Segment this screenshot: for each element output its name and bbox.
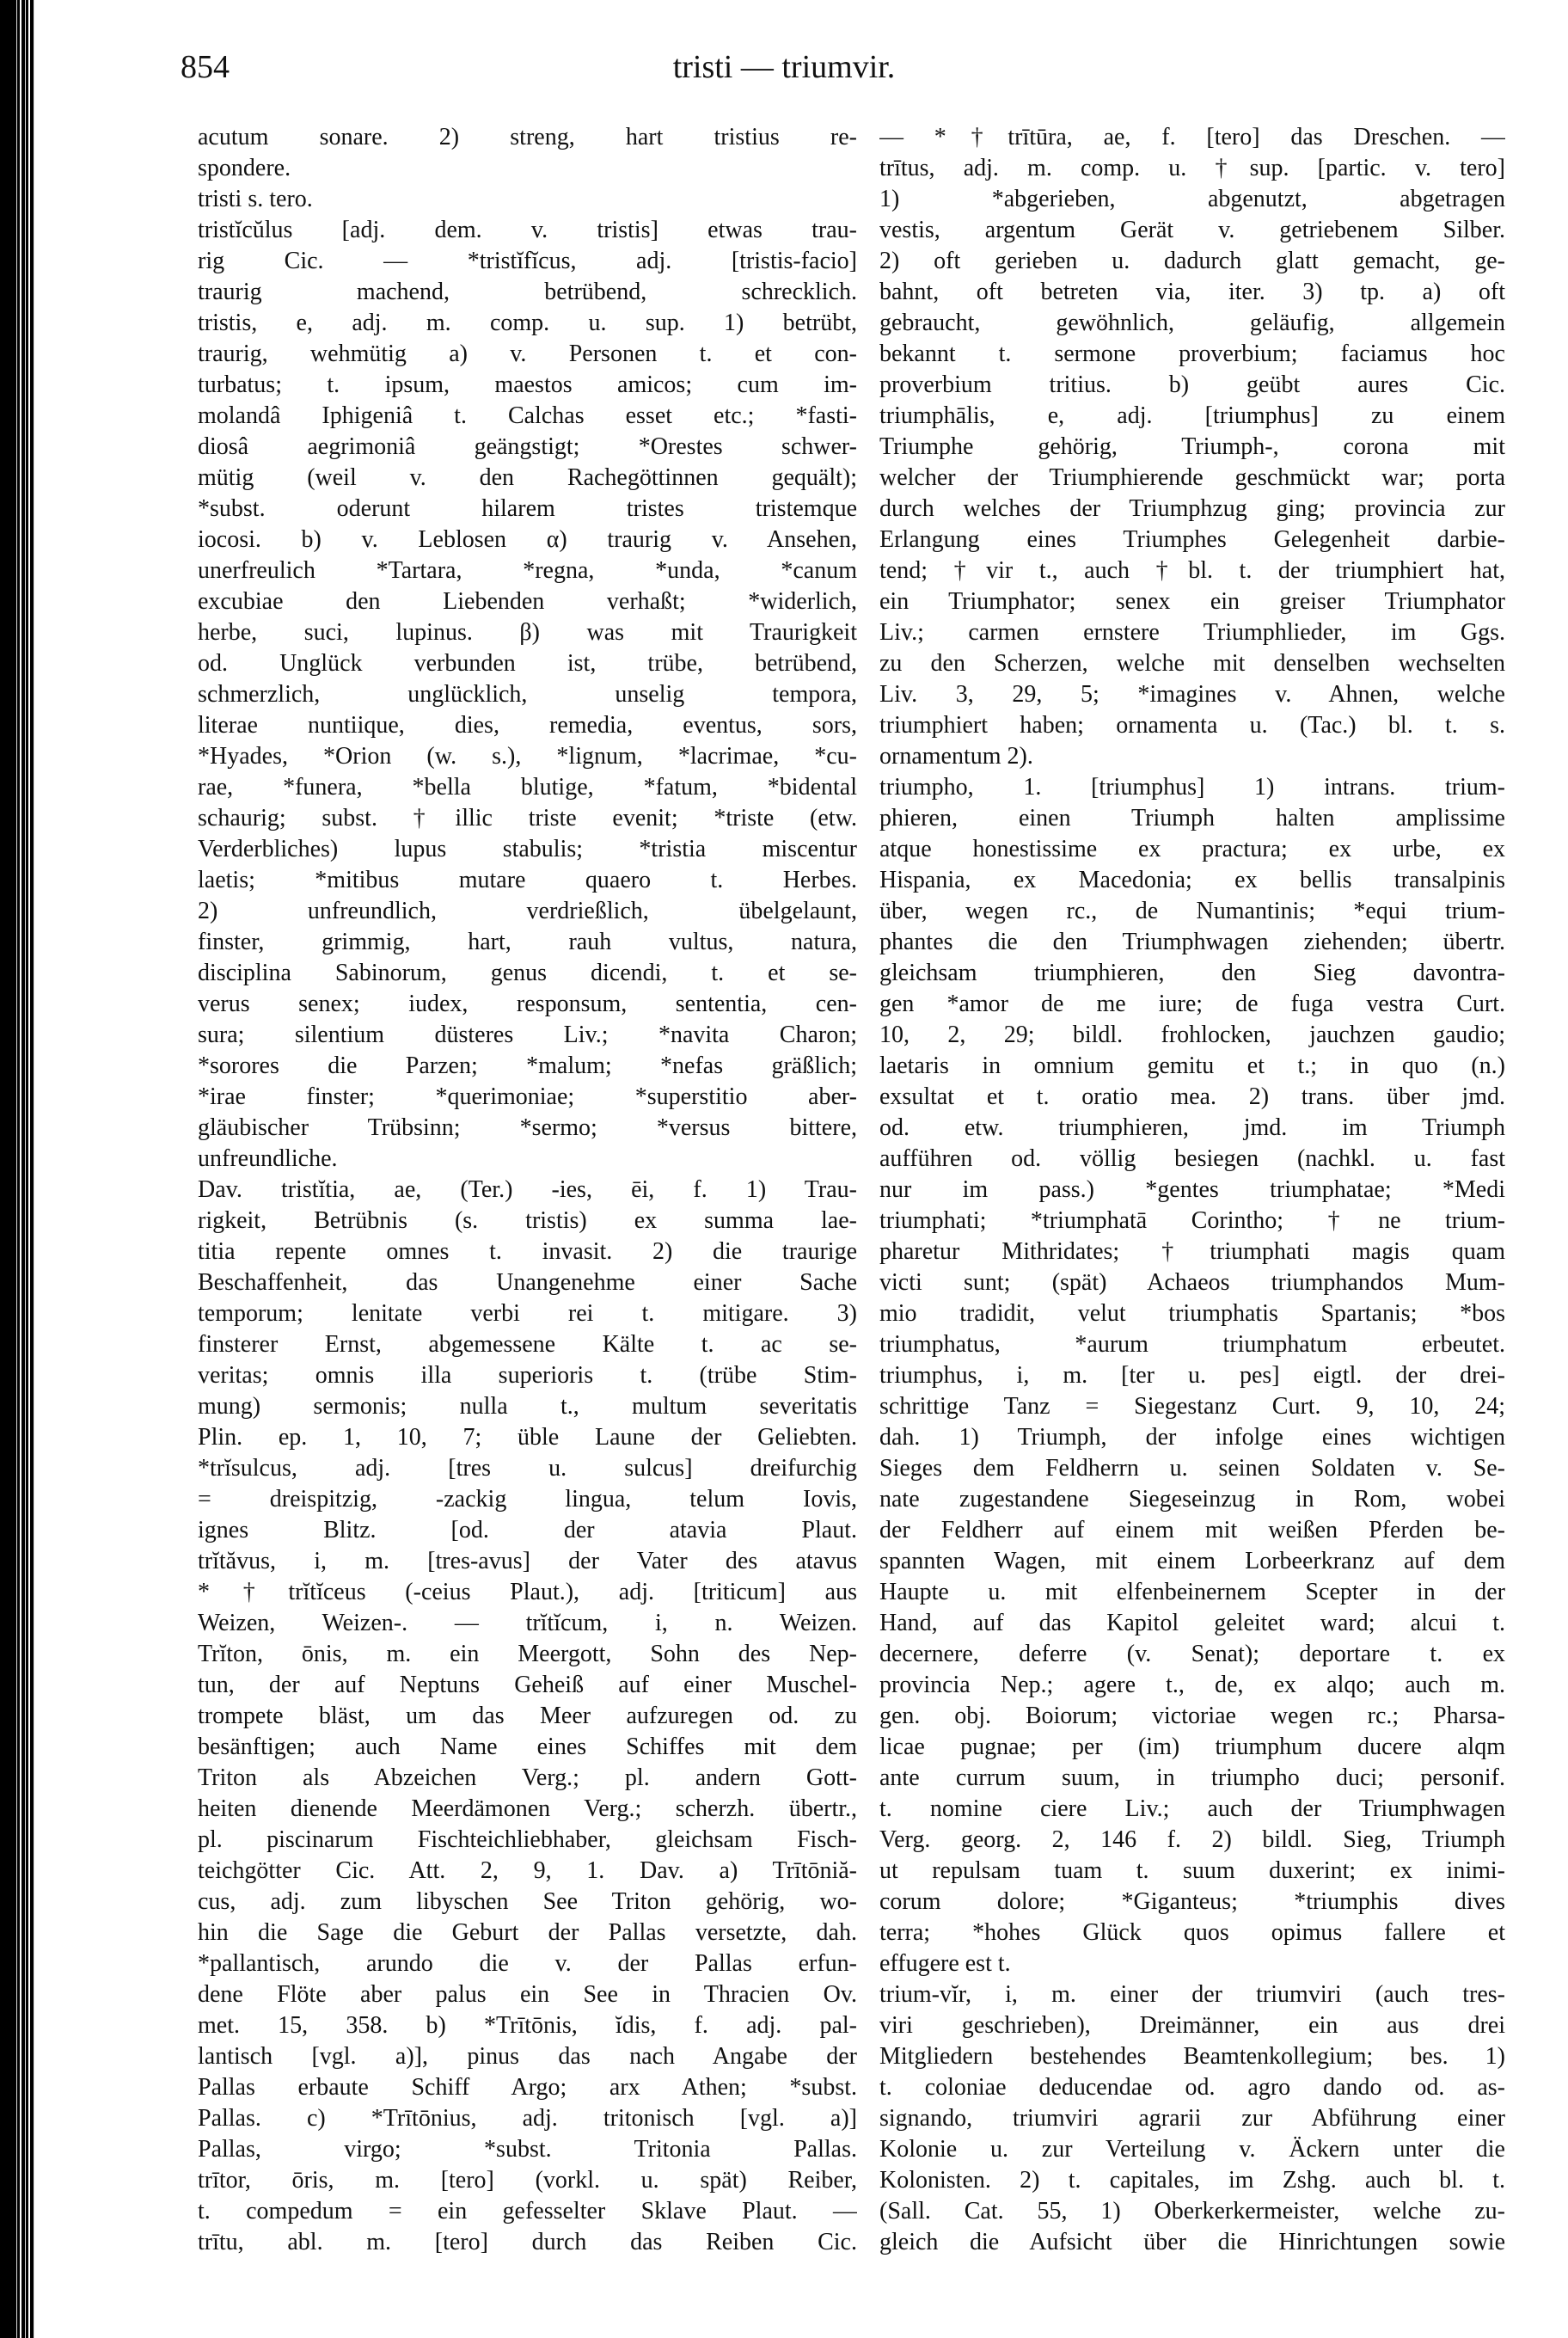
right-column [879, 122, 1505, 2258]
text-line: unerfreulich *Tartara, *regna, *unda, *canum [198, 557, 857, 584]
text-line: schrittige Tanz = Siegestanz Curt. 9, 10, 24; [879, 1393, 1505, 1420]
text-line: terra; *hohes Glück quos opimus fallere et [879, 1919, 1505, 1946]
text-line: ut repulsam tuam t. suum duxerint; ex inimi- [879, 1857, 1505, 1884]
text-line: unfreundliche. [198, 1145, 338, 1172]
text-line: exsultat et t. oratio mea. 2) trans. über jmd. [879, 1083, 1505, 1110]
text-line: diosâ aegrimoniâ geängstigt; *Orestes schwer- [198, 433, 857, 460]
text-line: *sorores die Parzen; *malum; *nefas gräßlich; [198, 1052, 857, 1079]
text-line: durch welches der Triumphzug ging; provincia zur [879, 495, 1505, 522]
text-line: proverbium tritius. b) geübt aures Cic. [879, 371, 1505, 398]
text-line: traurig machend, betrübend, schrecklich. [198, 279, 857, 305]
text-line: trītu, abl. m. [tero] durch das Reiben Cic. [198, 2229, 857, 2255]
text-line: über, wegen rc., de Numantinis; *equi trium- [879, 898, 1505, 924]
text-line: tun, der auf Neptuns Geheiß auf einer Muschel- [198, 1672, 857, 1698]
text-line: t. nomine ciere Liv.; auch der Triumphwagen [879, 1795, 1505, 1822]
text-line: Liv.; carmen ernstere Triumphlieder, im Ggs. [879, 619, 1505, 646]
text-line: bahnt, oft betreten via, iter. 3) tp. a) oft [879, 279, 1505, 305]
text-line: Sieges dem Feldherrn u. seinen Soldaten v. Se- [879, 1455, 1505, 1482]
text-line: nate zugestandene Siegeseinzug in Rom, wobei [879, 1486, 1505, 1513]
text-line: od. etw. triumphieren, jmd. im Triumph [879, 1114, 1505, 1141]
text-line: Pallas erbaute Schiff Argo; arx Athen; *subst. [198, 2074, 857, 2101]
text-line: Beschaffenheit, das Unangenehme einer Sache [198, 1269, 857, 1296]
text-line: herbe, suci, lupinus. β) was mit Traurigkeit [198, 619, 857, 646]
text-line: hin die Sage die Geburt der Pallas versetzte, dah. [198, 1919, 857, 1946]
text-line: triumphati; *triumphatā Corintho; †ne trium- [879, 1207, 1505, 1234]
text-line: triumphatus, *aurum triumphatum erbeutet. [879, 1331, 1505, 1358]
text-line: ignes Blitz. [od. der atavia Plaut. [198, 1517, 857, 1543]
text-line: Triton als Abzeichen Verg.; pl. andern Gott- [198, 1764, 857, 1791]
text-line: tend; †vir t., auch †bl. t. der triumphiert hat, [879, 557, 1505, 584]
text-line: mung) sermonis; nulla t., multum severitatis [198, 1393, 857, 1420]
text-line: *Hyades, *Orion (w. s.), *lignum, *lacrimae, *cu- [198, 743, 857, 770]
text-line: gebraucht, gewöhnlich, geläufig, allgemein [879, 310, 1505, 336]
text-line: t. compedum = ein gefesselter Sklave Plaut. — [198, 2198, 857, 2224]
text-line: cus, adj. zum libyschen See Triton gehörig, wo- [198, 1888, 857, 1915]
text-line: veritas; omnis illa superioris t. (trübe Stim- [198, 1362, 857, 1389]
text-line: schaurig; subst. †illic triste evenit; *triste (etw. [198, 805, 857, 831]
text-line: licae pugnae; per (im) triumphum ducere alqm [879, 1734, 1505, 1760]
text-line: welcher der Triumphierende geschmückt war; porta [879, 464, 1505, 491]
text-line: lantisch [vgl. a)], pinus das nach Angabe der [198, 2043, 857, 2070]
text-line: der Feldherr auf einem mit weißen Pferden be- [879, 1517, 1505, 1543]
text-line: literae nuntiique, dies, remedia, eventus, sors, [198, 712, 857, 739]
text-line: decernere, deferre (v. Senat); deportare t. ex [879, 1641, 1505, 1667]
text-line: schmerzlich, unglücklich, unselig tempora, [198, 681, 857, 708]
text-line: iocosi. b) v. Leblosen α) traurig v. Ansehen, [198, 526, 857, 553]
text-line: (Sall. Cat. 55, 1) Oberkerkermeister, welche zu- [879, 2198, 1505, 2224]
text-line: ornamentum 2). [879, 743, 1033, 770]
text-line: triumphālis, e, adj. [triumphus] zu einem [879, 402, 1505, 429]
text-line: — *†trītūra, ae, f. [tero] das Dreschen. — [879, 124, 1505, 150]
text-line: Trĭton, ōnis, m. ein Meergott, Sohn des Nep- [198, 1641, 857, 1667]
text-line: rigkeit, Betrübnis (s. tristis) ex summa lae- [198, 1207, 857, 1234]
text-line: *subst. oderunt hilarem tristes tristemque [198, 495, 857, 522]
text-line: tristis, e, adj. m. comp. u. sup. 1) betrübt, [198, 310, 857, 336]
text-line: met. 15, 358. b) *Trītōnis, ĭdis, f. adj. pal- [198, 2012, 857, 2039]
text-line: mütig (weil v. den Rachegöttinnen gequält); [198, 464, 857, 491]
text-line: trītor, ōris, m. [tero] (vorkl. u. spät) Reiber, [198, 2167, 857, 2194]
text-line: 1) *abgerieben, abgenutzt, abgetragen [879, 186, 1505, 212]
text-line: Erlangung eines Triumphes Gelegenheit darbie- [879, 526, 1505, 553]
text-line: phantes die den Triumphwagen ziehenden; übertr. [879, 929, 1505, 955]
text-line: *†trĭtĭceus (-ceius Plaut.), adj. [triticum] aus [198, 1579, 857, 1605]
text-line: Verg. georg. 2, 146 f. 2) bildl. Sieg, Triumph [879, 1826, 1505, 1853]
text-line: laetaris in omnium gemitu et t.; in quo (n.) [879, 1052, 1505, 1079]
text-line: Verderbliches) lupus stabulis; *tristia miscentur [198, 836, 857, 862]
text-line: dah. 1) Triumph, der infolge eines wichtigen [879, 1424, 1505, 1451]
page-number: 854 [181, 49, 230, 85]
text-line: triumphus, i, m. [ter u. pes] eigtl. der drei- [879, 1362, 1505, 1389]
text-line: temporum; lenitate verbi rei t. mitigare. 3) [198, 1300, 857, 1327]
left-column [198, 122, 857, 2258]
text-line: signando, triumviri agrarii zur Abführung einer [879, 2105, 1505, 2132]
text-line: finsterer Ernst, abgemessene Kälte t. ac se- [198, 1331, 857, 1358]
text-line: trītus, adj. m. comp. u. †sup. [partic. v. tero] [879, 155, 1505, 181]
text-line: od. Unglück verbunden ist, trübe, betrübend, [198, 650, 857, 677]
text-line: *trĭsulcus, adj. [tres u. sulcus] dreifurchig [198, 1455, 857, 1482]
text-line: teichgötter Cic. Att. 2, 9, 1. Dav. a) Trītōniă- [198, 1857, 857, 1884]
text-line: nur im pass.) *gentes triumphatae; *Medi [879, 1176, 1505, 1203]
text-line: excubiae den Liebenden verhaßt; *widerlich, [198, 588, 857, 615]
text-line: rig Cic. — *tristĭfĭcus, adj. [tristis-facio] [198, 248, 857, 274]
text-line: Hispania, ex Macedonia; ex bellis transalpinis [879, 867, 1505, 893]
text-line: spondere. [198, 155, 291, 181]
text-line: pl. piscinarum Fischteichliebhaber, gleichsam Fisch- [198, 1826, 857, 1853]
text-line: rae, *funera, *bella blutige, *fatum, *bidental [198, 774, 857, 801]
text-line: victi sunt; (spät) Achaeos triumphandos Mum- [879, 1269, 1505, 1296]
text-line: Liv. 3, 29, 5; *imagines v. Ahnen, welche [879, 681, 1505, 708]
text-line: t. coloniae deducendae od. agro dando od. as- [879, 2074, 1505, 2101]
text-line: 10, 2, 29; bildl. frohlocken, jauchzen gaudio; [879, 1022, 1505, 1048]
text-line: Pallas. c) *Trītōnius, adj. tritonisch [vgl. a)] [198, 2105, 857, 2132]
text-line: Kolonie u. zur Verteilung v. Äckern unter die [879, 2136, 1505, 2163]
text-line: pharetur Mithridates; †triumphati magis quam [879, 1238, 1505, 1265]
text-line: viri geschrieben), Dreimänner, ein aus drei [879, 2012, 1505, 2039]
text-line: Hand, auf das Kapitol geleitet ward; alcui t. [879, 1610, 1505, 1636]
running-title: tristi — triumvir. [672, 49, 896, 85]
text-line: Triumphe gehörig, Triumph-, corona mit [879, 433, 1505, 460]
text-line: traurig, wehmütig a) v. Personen t. et con- [198, 341, 857, 367]
text-line: *irae finster; *querimoniae; *superstitio aber- [198, 1083, 857, 1110]
text-line: sura; silentium düsteres Liv.; *navita Charon; [198, 1022, 857, 1048]
text-line: zu den Scherzen, welche mit denselben wechselten [879, 650, 1505, 677]
text-line: spannten Wagen, mit einem Lorbeerkranz auf dem [879, 1548, 1505, 1574]
text-line: gen *amor de me iure; de fuga vestra Curt. [879, 991, 1505, 1017]
text-line: trompete bläst, um das Meer aufzuregen od. zu [198, 1703, 857, 1729]
text-line: mio tradidit, velut triumphatis Spartanis; *bos [879, 1300, 1505, 1327]
text-line: triumphiert haben; ornamenta u. (Tac.) bl. t. s. [879, 712, 1505, 739]
text-line: Kolonisten. 2) t. capitales, im Zshg. auch bl. t. [879, 2167, 1505, 2194]
text-line: vestis, argentum Gerät v. getriebenem Silber. [879, 217, 1505, 243]
text-line: bekannt t. sermone proverbium; faciamus hoc [879, 341, 1505, 367]
text-line: 2) oft gerieben u. dadurch glatt gemacht, ge- [879, 248, 1505, 274]
text-line: Plin. ep. 1, 10, 7; üble Laune der Geliebten. [198, 1424, 857, 1451]
text-line: finster, grimmig, hart, rauh vultus, natura, [198, 929, 857, 955]
text-line: effugere est t. [879, 1950, 1011, 1977]
text-line: gleichsam triumphieren, den Sieg davontra- [879, 960, 1505, 986]
text-line: tristĭcŭlus [adj. dem. v. tristis] etwas trau- [198, 217, 857, 243]
text-line: provincia Nep.; agere t., de, ex alqo; auch m. [879, 1672, 1505, 1698]
text-line: ein Triumphator; senex ein greiser Triumphator [879, 588, 1505, 615]
text-line: gen. obj. Boiorum; victoriae wegen rc.; Pharsa- [879, 1703, 1505, 1729]
text-line: atque honestissime ex practura; ex urbe, ex [879, 836, 1505, 862]
text-line: Haupte u. mit elfenbeinernem Scepter in der [879, 1579, 1505, 1605]
text-line: Mitgliedern bestehendes Beamtenkollegium; bes. 1) [879, 2043, 1505, 2070]
text-line: laetis; *mitibus mutare quaero t. Herbes. [198, 867, 857, 893]
text-line: *pallantisch, arundo die v. der Pallas erfun- [198, 1950, 857, 1977]
text-line: Dav. tristĭtia, ae, (Ter.) -ies, ēi, f. 1) Trau- [198, 1176, 857, 1203]
text-line: tristi s. tero. [198, 186, 313, 212]
text-line: besänftigen; auch Name eines Schiffes mit dem [198, 1734, 857, 1760]
text-line: trium-vĭr, i, m. einer der triumviri (auch tres- [879, 1981, 1505, 2008]
text-line: phieren, einen Triumph halten amplissime [879, 805, 1505, 831]
text-line: dene Flöte aber palus ein See in Thracien Ov. [198, 1981, 857, 2008]
text-line: triumpho, 1. [triumphus] 1) intrans. trium- [879, 774, 1505, 801]
text-line: heiten dienende Meerdämonen Verg.; scherzh. übertr., [198, 1795, 857, 1822]
text-line: verus senex; iudex, responsum, sententia, cen- [198, 991, 857, 1017]
text-line: = dreispitzig, -zackig lingua, telum Iovis, [198, 1486, 857, 1513]
text-line: disciplina Sabinorum, genus dicendi, t. et se- [198, 960, 857, 986]
text-line: trĭtăvus, i, m. [tres-avus] der Vater des atavus [198, 1548, 857, 1574]
text-line: titia repente omnes t. invasit. 2) die traurige [198, 1238, 857, 1265]
text-line: aufführen od. völlig besiegen (nachkl. u. fast [879, 1145, 1505, 1172]
text-line: gleich die Aufsicht über die Hinrichtungen sowie [879, 2229, 1505, 2255]
book-binding-edge [0, 0, 34, 2338]
text-line: Pallas, virgo; *subst. Tritonia Pallas. [198, 2136, 857, 2163]
text-line: Weizen, Weizen-. — trĭtĭcum, i, n. Weizen. [198, 1610, 857, 1636]
text-line: corum dolore; *Giganteus; *triumphis dives [879, 1888, 1505, 1915]
text-line: molandâ Iphigeniâ t. Calchas esset etc.; *fasti- [198, 402, 857, 429]
text-line: turbatus; t. ipsum, maestos amicos; cum im- [198, 371, 857, 398]
text-line: gläubischer Trübsinn; *sermo; *versus bittere, [198, 1114, 857, 1141]
text-line: 2) unfreundlich, verdrießlich, übelgelaunt, [198, 898, 857, 924]
text-line: acutum sonare. 2) streng, hart tristius re- [198, 124, 857, 150]
text-line: ante currum suum, in triumpho duci; personif. [879, 1764, 1505, 1791]
